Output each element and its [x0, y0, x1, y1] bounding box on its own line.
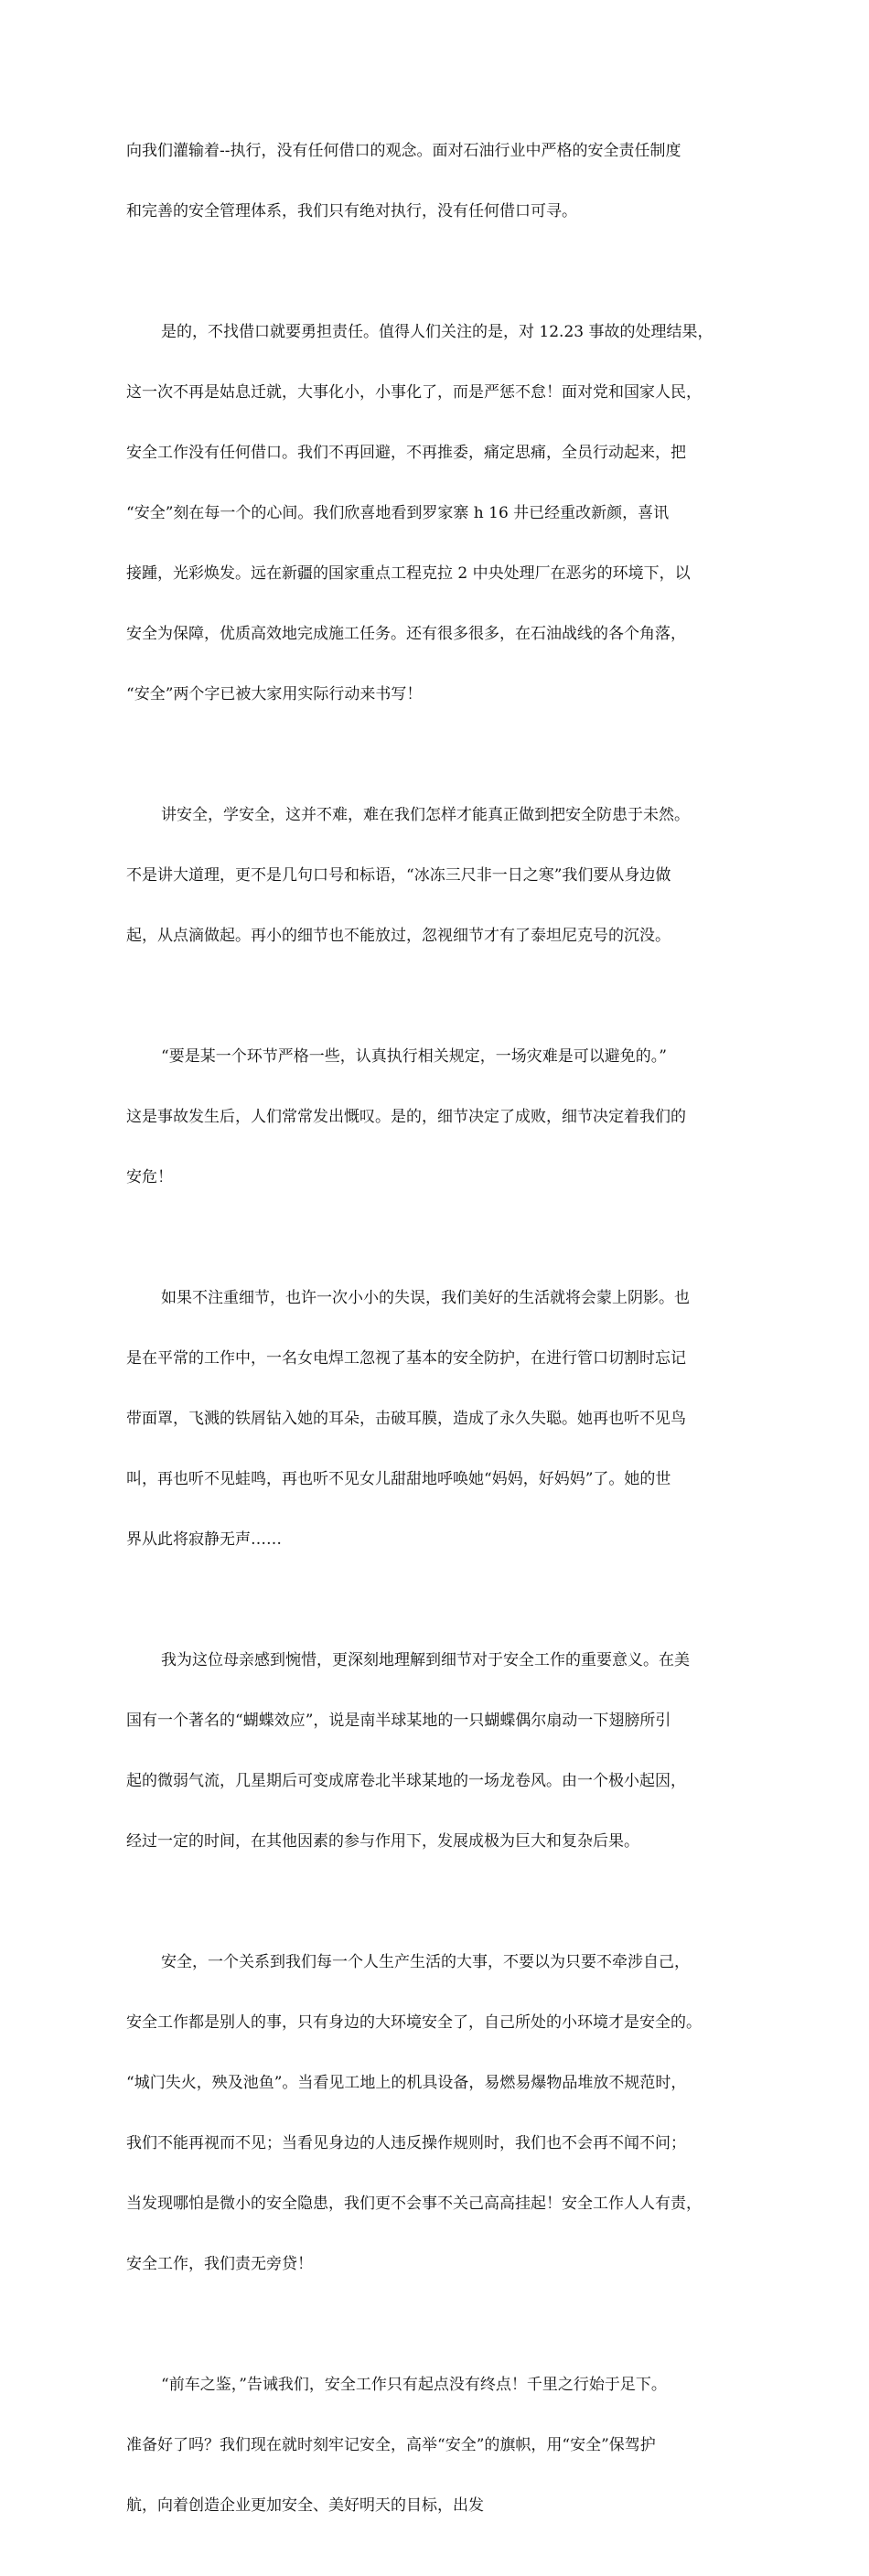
paragraph-line: “城门失火，殃及池鱼”。当看见工地上的机具设备，易燃易爆物品堆放不规范时， — [126, 2074, 687, 2092]
paragraph-4 — [126, 1006, 757, 1228]
paragraph-line: 起的微弱气流，几星期后可变成席卷北半球某地的一场龙卷风。由一个极小起因， — [126, 1772, 686, 1790]
paragraph-line: 国有一个著名的“蝴蝶效应”，说是南半球某地的一只蝴蝶偶尔扇动一下翅膀所引 — [126, 1712, 671, 1730]
paragraph-line: 带面罩，飞溅的铁屑钻入她的耳朵，击破耳膜，造成了永久失聪。她再也听不见鸟 — [126, 1410, 686, 1428]
paragraph-line: 讲安全，学安全，这并不难，难在我们怎样才能真正做到把安全防患于未然。 — [161, 806, 690, 824]
paragraph-line: 航，向着创造企业更加安全、美好明天的目标，出发 — [126, 2496, 484, 2515]
paragraph-line: “前车之鉴，”告诫我们，安全工作只有起点没有终点！千里之行始于足下。 — [161, 2376, 667, 2394]
paragraph-line: 这是事故发生后，人们常常发出慨叹。是的，细节决定了成败，细节决定着我们的 — [126, 1108, 686, 1126]
paragraph-line: 安全工作，我们责无旁贷！ — [126, 2255, 313, 2273]
paragraph-1 — [126, 101, 757, 262]
paragraph-line: 安全工作都是别人的事，只有身边的大环境安全了，自己所处的小环境才是安全的。 — [126, 2013, 702, 2032]
paragraph-line: 界从此将寂静无声…… — [126, 1530, 282, 1549]
paragraph-8 — [126, 2334, 757, 2556]
paragraph-line: “安全”刻在每一个的心间。我们欣喜地看到罗家寨 h 16 井已经重改新颜，喜讯 — [126, 504, 670, 522]
paragraph-line: 当发现哪怕是微小的安全隐患，我们更不会事不关己高高挂起！安全工作人人有责， — [126, 2195, 702, 2213]
paragraph-line: 接踵，光彩焕发。远在新疆的国家重点工程克拉 2 中央处理厂在恶劣的环境下，以 — [126, 564, 691, 583]
paragraph-5 — [126, 1248, 757, 1590]
document-body — [126, 101, 757, 2576]
paragraph-line: 如果不注重细节，也许一次小小的失误，我们美好的生活就将会蒙上阴影。也 — [161, 1289, 690, 1307]
paragraph-line: 不是讲大道理，更不是几句口号和标语，“冰冻三尺非一日之寒”我们要从身边做 — [126, 866, 671, 885]
paragraph-line: 和完善的安全管理体系，我们只有绝对执行，没有任何借口可寻。 — [126, 202, 577, 220]
paragraph-line: 我们不能再视而不见；当看见身边的人违反操作规则时，我们也不会再不闻不问； — [126, 2134, 686, 2152]
paragraph-line: 我为这位母亲感到惋惜，更深刻地理解到细节对于安全工作的重要意义。在美 — [161, 1651, 690, 1669]
paragraph-line: 经过一定的时间，在其他因素的参与作用下，发展成极为巨大和复杂后果。 — [126, 1832, 639, 1851]
paragraph-line: “要是某一个环节严格一些，认真执行相关规定，一场灾难是可以避免的。” — [161, 1047, 667, 1066]
paragraph-line: 向我们灌输着--执行，没有任何借口的观念。面对石油行业中严格的安全责任制度 — [126, 142, 681, 160]
paragraph-line: 安全，一个关系到我们每一个人生产生活的大事，不要以为只要不牵涉自己， — [161, 1953, 690, 1971]
paragraph-line: 安全为保障，优质高效地完成施工任务。还有很多很多，在石油战线的各个角落， — [126, 625, 686, 643]
paragraph-line: 起，从点滴做起。再小的细节也不能放过，忽视细节才有了泰坦尼克号的沉没。 — [126, 927, 671, 945]
paragraph-3 — [126, 765, 757, 986]
paragraph-line: 安危！ — [126, 1168, 173, 1186]
paragraph-line: “安全”两个字已被大家用实际行动来书写！ — [126, 685, 423, 703]
paragraph-2 — [126, 282, 757, 745]
paragraph-line: 是的，不找借口就要勇担责任。值得人们关注的是，对 12.23 事故的处理结果， — [161, 323, 713, 341]
paragraph-line: 是在平常的工作中，一名女电焊工忽视了基本的安全防护，在进行管口切割时忘记 — [126, 1349, 686, 1368]
paragraph-6 — [126, 1610, 757, 1892]
paragraph-line: 准备好了吗？我们现在就时刻牢记安全，高举“安全”的旗帜，用“安全”保驾护 — [126, 2436, 656, 2454]
paragraph-line: 叫，再也听不见蛙鸣，再也听不见女儿甜甜地呼唤她“妈妈，好妈妈”了。她的世 — [126, 1470, 671, 1488]
paragraph-line: 这一次不再是姑息迁就，大事化小，小事化了，而是严惩不怠！面对党和国家人民， — [126, 383, 702, 402]
paragraph-7 — [126, 1912, 757, 2314]
paragraph-line: 安全工作没有任何借口。我们不再回避，不再推委，痛定思痛，全员行动起来，把 — [126, 444, 686, 462]
